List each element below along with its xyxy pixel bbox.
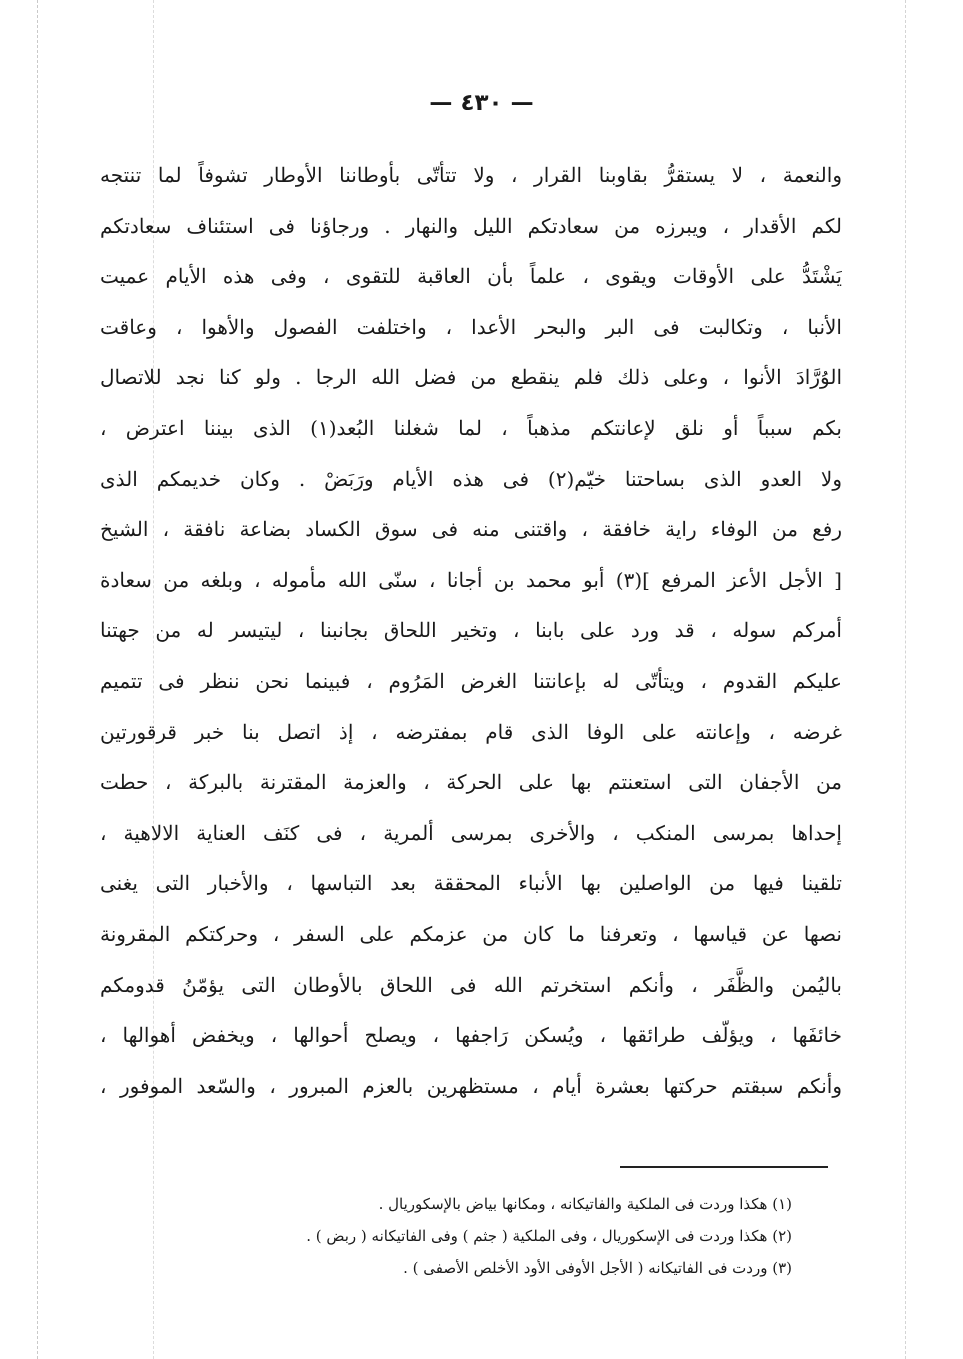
text-line: وأنكم سبقتم حركتها بعشرة أيام ، مستظهرين بالعزم المبرور ، والسّعد الموفور ،: [100, 1073, 842, 1098]
text-line: ولا العدو الذى بساحتنا خيّم(٢) فى هذه الأيام ورَبَضْ . وكان خديمكم الذى: [100, 466, 842, 491]
text-line: لكم الأقدار ، ويبرزه من سعادتكم الليل والنهار . ورجاؤنا فى استئناف سعادتكم: [100, 213, 842, 238]
body-text: [100, 150, 842, 1111]
page-fold-line-right: [905, 0, 906, 1359]
text-line: من الأجفان التى استعنتم بها على الحركة ، والعزمة المقترنة بالبركة ، حطت: [100, 770, 842, 795]
text-line: الأنبا ، وتكالبت فى البر والبحر الأعدا ، واختلفت الفصول والأهوا ، وعاقت: [100, 314, 842, 339]
footnote-separator: [620, 1166, 828, 1168]
page-fold-line-left: [37, 0, 38, 1359]
text-line: رفع من الوفاء راية خافقة ، واقتنى منه فى سوق الكساد بضاعة نافقة ، الشيخ: [100, 517, 842, 542]
footnote-2: (٢) هكذا وردت فى الإسكوريال ، وفى الملكية ( جثم ) وفى الفاتيكانه ( ربض ) .: [306, 1227, 792, 1245]
text-line: بكم سبباً أو نلق لإعانتكم مذهباً ، لما شغلنا البُعد(١) الذى بيننا اعترض ،: [100, 415, 842, 440]
text-line: [ الأجل الأعز المرفع ](٣) أبو محمد بن أجانا ، سنّى الله مأموله ، وبلغه من سعادة: [100, 567, 842, 592]
text-line: أمركم سوله ، قد ورد على بابنا ، وتخير اللحاق بجانبنا ، ليتيسر له من جهتنا: [100, 618, 842, 643]
text-line: والنعمة ، لا يستقرُّ بقاوبنا القرار ، ولا تتأتّى بأوطاننا الأوطار تشوفاً لما تنتجه: [100, 163, 842, 187]
text-line: يَشْتَدُّ على الأوقات ويقوى ، علماً بأن العاقبة للتقوى ، وفى هذه الأيام عميت: [100, 264, 842, 289]
footnote-1: (١) هكذا وردت فى الملكية والفاتيكانه ، ومكانها بياض بالإسكوريال .: [378, 1195, 792, 1213]
text-line: باليُمن والظَّفَر ، وأنكم استخرتم الله فى اللحاق بالأوطان التى يؤمّنُ قدومكم: [100, 972, 842, 997]
text-line: إحداها بمرسى المنكب ، والأخرى بمرسى ألمرية ، فى كنَف العناية الالاهية ،: [100, 820, 842, 845]
footnotes: [120, 1188, 792, 1284]
text-line: الوُرَّادَ الأنوا ، وعلى ذلك فلم ينقطع من فضل الله الرجا . ولو كنا نجد للاتصال: [100, 365, 842, 390]
text-line: خائفَها ، ويؤلّف طرائقها ، ويُسكن رَاجفها ، ويصلح أحوالها ، ويخفض أهوالها ،: [100, 1023, 842, 1048]
text-line: نصها عن قياسها ، وتعرفنا ما كان من عزمكم على السفر ، وحركتكم المقرونة: [100, 921, 842, 946]
page-number: — ٤٣٠ —: [429, 90, 534, 116]
text-line: تلقينا فيها من الواصلين بها الأنباء المحققة بعد التباسها ، والأخبار التى يغنى: [100, 871, 842, 896]
text-line: غرضه ، وإعانته على الوفا الذى قام بمفترضه ، إذ اتصل بنا خبر قرقورتين: [100, 719, 842, 744]
text-line: عليكم القدوم ، ويتأتّى له بإعانتنا الغرض المَرُوم ، فبينما نحن ننظر فى تتميم: [100, 668, 842, 693]
footnote-3: (٣) وردت فى الفاتيكانه ( الأجل الأوفى الأود الأخلص الأصفى ) .: [403, 1259, 792, 1277]
